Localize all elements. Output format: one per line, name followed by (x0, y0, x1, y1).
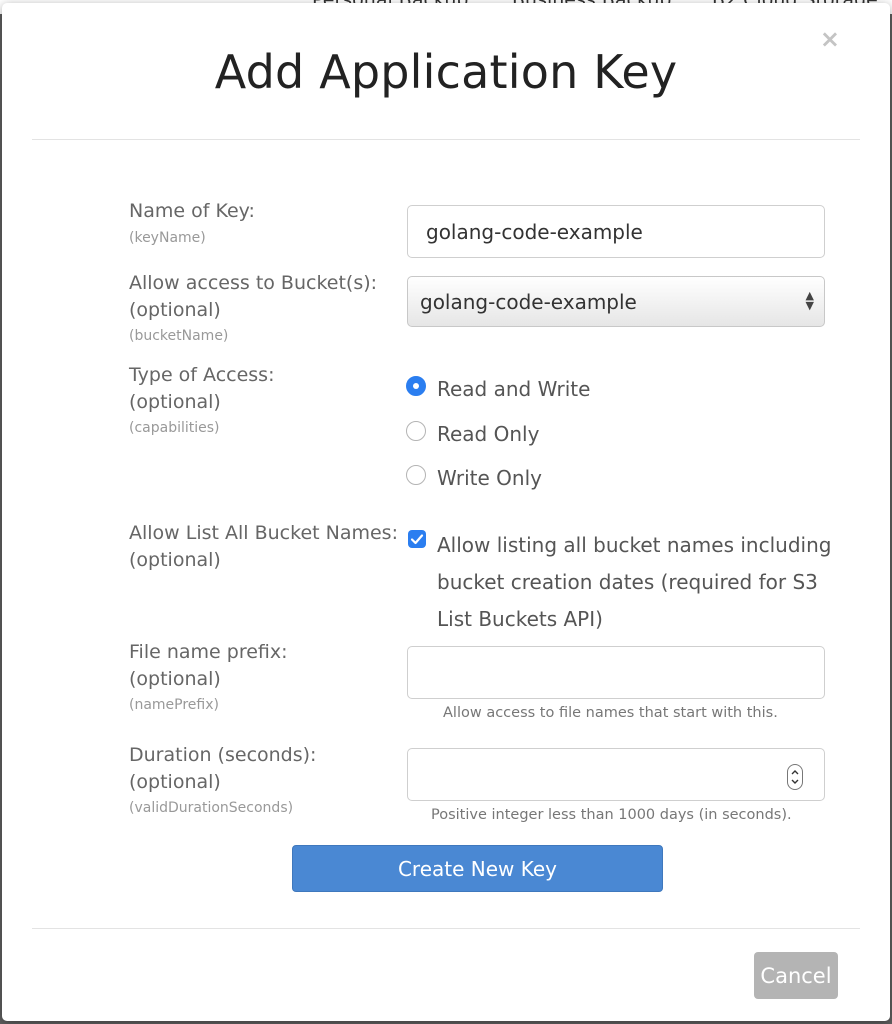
footer-divider (32, 928, 860, 929)
prefix-param: (namePrefix) (129, 697, 219, 713)
radio-read-only[interactable] (406, 416, 539, 446)
cancel-button[interactable]: Cancel (754, 952, 838, 999)
prefix-optional-label: (optional) (129, 668, 221, 690)
bucket-select[interactable] (407, 276, 825, 327)
access-type-optional-label: (optional) (129, 391, 221, 413)
radio-read-and-write[interactable] (406, 371, 590, 401)
radio-unchecked-icon[interactable] (406, 421, 426, 441)
list-all-optional-label: (optional) (129, 549, 221, 571)
select-arrows-icon: ▲ ▼ (805, 289, 814, 312)
duration-optional-label: (optional) (129, 771, 221, 793)
header-divider (32, 139, 860, 140)
access-type-param: (capabilities) (129, 420, 220, 436)
radio-label: Read and Write (437, 377, 591, 401)
modal-title: Add Application Key (214, 45, 678, 99)
close-icon[interactable]: × (819, 25, 840, 53)
radio-label: Write Only (437, 466, 542, 490)
bucket-param: (bucketName) (129, 328, 229, 344)
key-name-input[interactable] (407, 205, 825, 258)
duration-param: (validDurationSeconds) (129, 800, 294, 816)
access-type-label: Type of Access: (129, 364, 275, 386)
prefix-help-text: Allow access to file names that start with this. (443, 705, 778, 721)
prefix-input[interactable] (407, 646, 825, 699)
stepper-arrows-icon (791, 768, 799, 786)
create-new-key-button[interactable]: Create New Key (292, 845, 663, 892)
prefix-label: File name prefix: (129, 641, 288, 663)
add-application-key-modal (2, 3, 890, 1021)
radio-write-only[interactable] (406, 460, 542, 490)
duration-input[interactable] (407, 748, 825, 801)
checkmark-icon (410, 532, 424, 546)
list-all-checkbox-label[interactable]: Allow listing all bucket names including bucket creation dates (required for S3 List Buckets API) (437, 533, 832, 631)
list-all-checkbox[interactable] (408, 530, 426, 548)
duration-label: Duration (seconds): (129, 744, 317, 766)
key-name-label: Name of Key: (129, 200, 255, 222)
bucket-label: Allow access to Bucket(s): (129, 272, 378, 294)
radio-unchecked-icon[interactable] (406, 465, 426, 485)
duration-help-text: Positive integer less than 1000 days (in seconds). (431, 807, 792, 823)
bucket-optional-label: (optional) (129, 299, 221, 321)
duration-stepper[interactable] (787, 764, 803, 790)
radio-checked-icon[interactable] (406, 376, 426, 396)
key-name-param: (keyName) (129, 230, 206, 246)
radio-label: Read Only (437, 422, 540, 446)
bucket-selected-value: golang-code-example (420, 289, 637, 314)
list-all-label: Allow List All Bucket Names: (129, 522, 398, 544)
